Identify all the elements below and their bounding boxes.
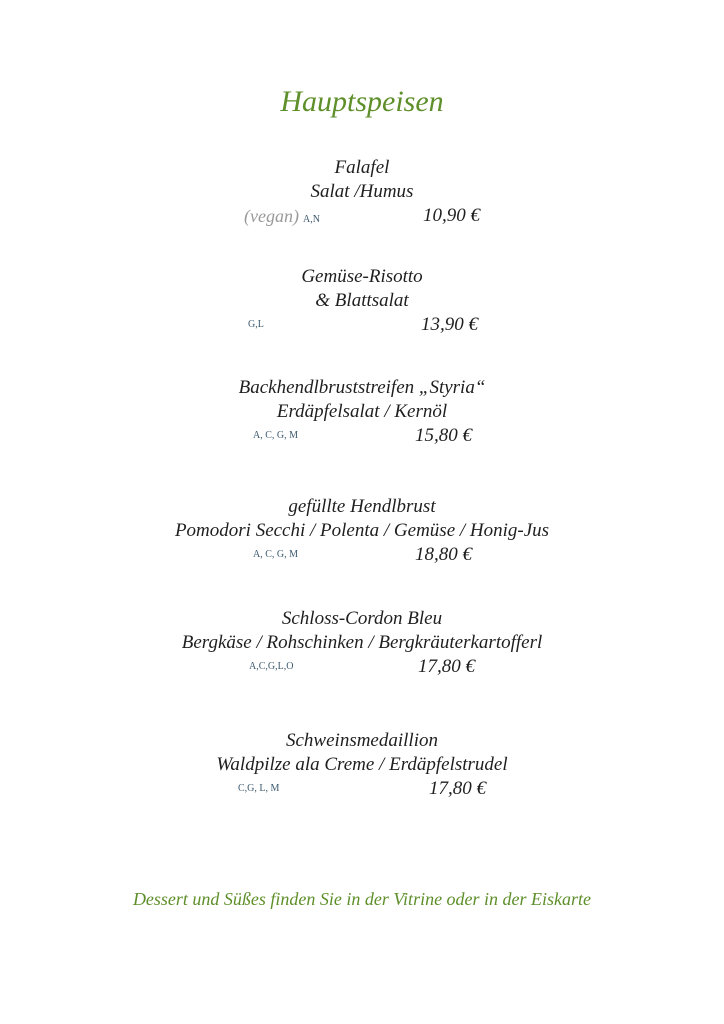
dish-item-risotto [0,265,724,337]
allergen-list: A,C,G,L,O [249,661,294,672]
dish-meta [0,543,724,567]
dish-item-hendlbrust [0,495,724,567]
dish-name: Schweinsmedaillion [286,730,438,751]
dish-meta [0,313,724,337]
dish-price: 18,80 € [415,544,472,565]
dish-description: Bergkäse / Rohschinken / Bergkräuterkartofferl [181,632,543,653]
allergen-list: G,L [248,319,264,330]
dish-meta [0,204,724,228]
dish-item-backhendl [0,376,724,448]
dish-item-cordon-bleu [0,607,724,679]
dish-meta [0,655,724,679]
dish-meta [0,424,724,448]
dish-price: 15,80 € [415,425,472,446]
allergen-codes [244,204,320,232]
dish-name: Schloss-Cordon Bleu [281,608,443,629]
allergen-list: C,G, L, M [238,783,280,794]
vegan-note: (vegan) [244,206,299,226]
dish-description: Erdäpfelsalat / Kernöl [276,401,448,422]
allergen-list: A, C, G, M [253,430,299,441]
dessert-note: Dessert und Süßes finden Sie in der Vitrine oder in der Eiskarte [132,889,592,909]
dish-description: & Blattsalat [315,290,409,311]
allergen-list: A, C, G, M [253,549,299,560]
dish-meta [0,777,724,801]
dish-price: 17,80 € [429,778,486,799]
dish-name: Falafel [334,157,390,178]
dish-item-falafel [0,156,724,228]
dish-price: 10,90 € [423,205,480,226]
dish-description: Pomodori Secchi / Polenta / Gemüse / Honig-Jus [174,520,550,541]
dish-name: gefüllte Hendlbrust [288,496,436,517]
page-title: Hauptspeisen [280,85,444,118]
dish-price: 13,90 € [421,314,478,335]
dish-description: Salat /Humus [310,181,414,202]
allergen-list: A,N [302,214,320,225]
dish-name: Backhendlbruststreifen „Styria“ [238,377,486,398]
dish-description: Waldpilze ala Creme / Erdäpfelstrudel [216,754,508,775]
dish-price: 17,80 € [418,656,475,677]
dish-item-schweinsmedaillion [0,729,724,801]
dish-name: Gemüse-Risotto [301,266,423,287]
